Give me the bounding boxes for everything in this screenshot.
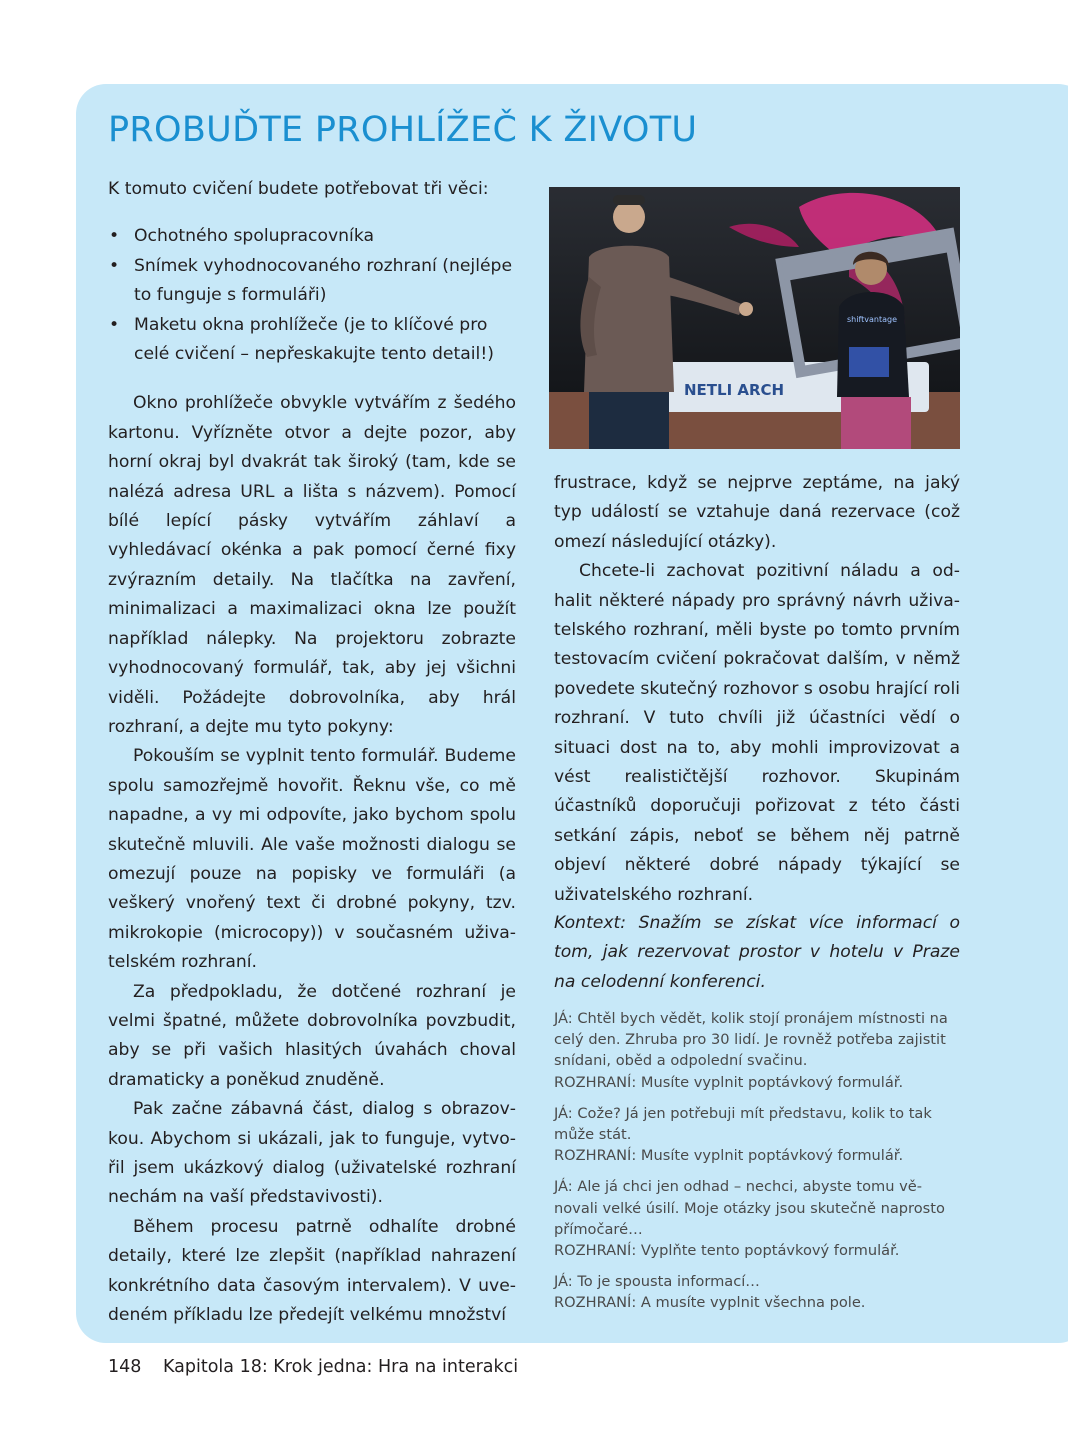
dialog-exchange <box>554 1176 960 1261</box>
body-paragraph: Chcete-li zachovat pozitivní náladu a odhalit některé nápady pro správný návrh uživatelského rozhraní, měli byste po tomto prvním testovacím cvičení pokračovat dalším, v němž povedete skutečný rozhovor s osobu hrající roli rozhraní. V tuto chvíli již účastníci vědí o situaci dost na to, aby mohli improvizovat a vést realističtější rozhovor. Skupinám účastníků doporučuji pořizovat z této části setkání zápis, neboť se během něj patrně objeví některé dobré nápady týkající se uživatelského rozhraní. <box>554 561 961 905</box>
body-paragraph: Během procesu patrně odhalíte drobné detaily, které lze zlepšit (například nahrazení konkrétního data časovým intervalem). V uvedeném příkladu lze předejít velkému množství <box>108 1216 516 1326</box>
intro-paragraph: K tomuto cvičení budete potřebovat tři věci: <box>108 179 489 199</box>
dialog-ui: ROZHRANÍ: Vyplňte tento poptávkový formulář. <box>554 1242 900 1260</box>
dialog-ui: ROZHRANÍ: Musíte vyplnit poptávkový formulář. <box>554 1073 904 1091</box>
banner-text: NETLI ARCH <box>684 381 785 399</box>
page-title: PROBUĎTE PROHLÍŽEČ K ŽIVOTU <box>108 110 698 150</box>
conference-photo <box>549 187 960 449</box>
dialog-exchange <box>554 1008 960 1093</box>
requirements-list <box>108 222 516 369</box>
body-paragraph: Za předpokladu, že dotčené rozhraní je velmi špatné, můžete dobrovolníka povzbudit, aby se při vašich hlasitých úvahách choval dramaticky a poněkud znuděně. <box>108 981 516 1090</box>
dialog-ui: ROZHRANÍ: A musíte vyplnit všechna pole. <box>554 1294 866 1312</box>
context-paragraph: Kontext: Snažím se získat více informací o tom, jak rezervovat prostor v hotelu v Praze na celodenní konferenci. <box>554 913 960 992</box>
right-column <box>554 469 960 910</box>
dialog-me: JÁ: Ale já chci jen odhad – nechci, abyste tomu věnovali velké úsilí. Moje otázky jsou skutečně naprosto přímočaré… <box>554 1178 945 1238</box>
body-paragraph: Pak začne zábavná část, dialog s obrazovkou. Abychom si ukázali, jak to funguje, vytvořil jsem ukázkový dialog (uživatelské rozhraní nechám na vaší představivosti). <box>108 1099 516 1208</box>
dialog-exchange <box>554 1103 960 1167</box>
shirt-text: shiftvantage <box>847 315 898 324</box>
dialog-me: JÁ: Chtěl bych vědět, kolik stojí pronájem místnosti na celý den. Zhruba pro 30 lidí. Je rovněž potřeba zajistit snídani, oběd a odpolední svačinu. <box>554 1010 948 1070</box>
list-item: • Ochotného spolupracovníka <box>108 222 516 251</box>
page-footer <box>108 1357 518 1377</box>
photo-illustration <box>549 187 960 449</box>
example-dialog <box>554 1008 960 1324</box>
dialog-me: JÁ: Cože? Já jen potřebuji mít představu, kolik to tak může stát. <box>554 1104 932 1144</box>
chapter-title: Kapitola 18: Krok jedna: Hra na interakci <box>162 1357 519 1377</box>
list-item: • Maketu okna prohlížeče (je to klíčové pro celé cvičení – nepřeskakujte tento detail!) <box>108 311 516 370</box>
left-column <box>108 175 516 1330</box>
body-paragraph: Pokouším se vyplnit tento formulář. Budeme spolu samozřejmě hovořit. Řeknu vše, co mě napadne, a vy mi odpovíte, jako bychom spolu skutečně mluvili. Ale vaše možnosti dialogu se omezují pouze na popisky ve formuláři (a veškerý vnořený text či drobné pokyny, tzv. mikrokopie (microcopy)) v současném uživatelském rozhraní. <box>108 746 516 973</box>
body-paragraph: Okno prohlížeče obvykle vytvářím z šedého kartonu. Vyřízněte otvor a dejte pozor, aby horní okraj byl dvakrát tak široký (tam, kde se nalézá adresa URL a lišta s názvem). Pomocí bílé lepící pásky vytvářím záhlaví a vyhledávací okénka a pak pomocí černé fixy zvýrazním detaily. Na tlačítka na zavření, minimalizaci a maximalizaci okna lze použít například nálepky. Na projektoru zobrazte vyhodnocovaný formulář, tak, aby jej všichni viděli. Požádejte dobrovolníka, aby hrál rozhraní, a dejte mu tyto pokyny: <box>108 393 516 737</box>
body-paragraph: frustrace, když se nejprve zeptáme, na jaký typ událostí se vztahuje daná rezervace (což omezí následující otázky). <box>554 473 960 552</box>
list-item: • Snímek vyhodnocovaného rozhraní (nejlépe to funguje s formuláři) <box>108 252 516 311</box>
dialog-ui: ROZHRANÍ: Musíte vyplnit poptávkový formulář. <box>554 1147 904 1165</box>
dialog-exchange <box>554 1271 960 1313</box>
dialog-me: JÁ: To je spousta informací… <box>554 1273 760 1291</box>
page-number: 148 <box>108 1357 142 1377</box>
